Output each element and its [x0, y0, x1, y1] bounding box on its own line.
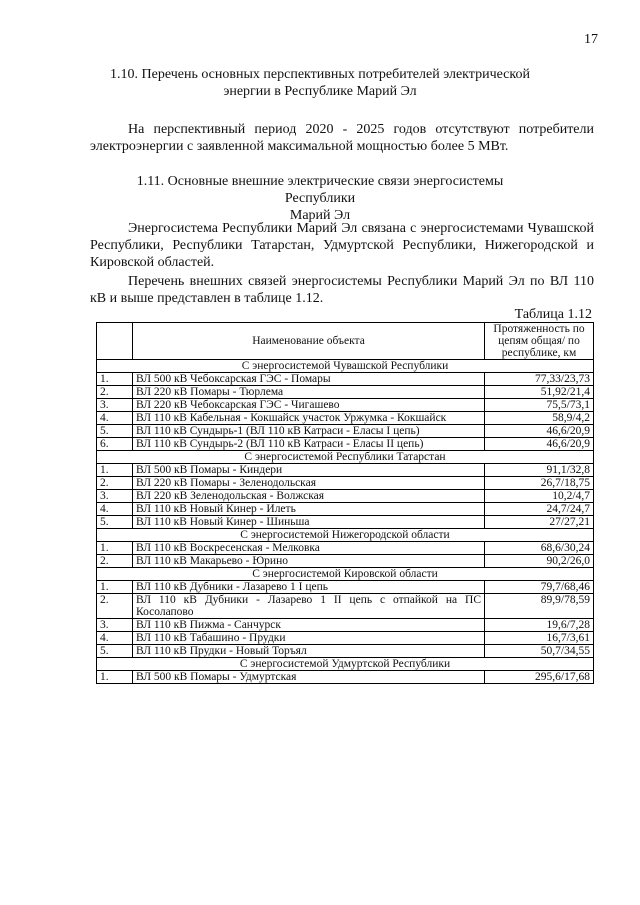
row-name: ВЛ 220 кВ Помары - Тюрлема: [133, 386, 485, 399]
row-number: 5.: [97, 645, 133, 658]
row-length: 58,9/4,2: [485, 412, 594, 425]
row-length: 75,5/73,1: [485, 399, 594, 412]
row-length: 19,6/7,28: [485, 619, 594, 632]
row-name: ВЛ 110 кВ Макарьево - Юрино: [133, 555, 485, 568]
row-number: 4.: [97, 503, 133, 516]
row-number: 2.: [97, 594, 133, 619]
table-row: [97, 490, 594, 503]
table-row: [97, 412, 594, 425]
table-row: [97, 581, 594, 594]
table-row: [97, 671, 594, 684]
external-links-table: [96, 322, 594, 684]
page-number: 17: [584, 32, 598, 47]
section-1-10-title: [100, 66, 540, 100]
row-name: ВЛ 110 кВ Воскресенская - Мелковка: [133, 542, 485, 555]
row-number: 3.: [97, 619, 133, 632]
row-number: 6.: [97, 438, 133, 451]
group-title: С энергосистемой Нижегородской области: [97, 529, 594, 542]
row-length: 89,9/78,59: [485, 594, 594, 619]
row-number: 2.: [97, 477, 133, 490]
row-length: 77,33/23,73: [485, 373, 594, 386]
table-row: [97, 438, 594, 451]
table-row: [97, 373, 594, 386]
row-name: ВЛ 110 кВ Новый Кинер - Шиньша: [133, 516, 485, 529]
section-1-11-title-line2: Марий Эл: [289, 208, 351, 223]
table-row: [97, 477, 594, 490]
row-number: 1.: [97, 581, 133, 594]
row-number: 5.: [97, 516, 133, 529]
row-name: ВЛ 500 кВ Чебоксарская ГЭС - Помары: [133, 373, 485, 386]
table-row: [97, 503, 594, 516]
row-name: ВЛ 110 кВ Сундырь-2 (ВЛ 110 кВ Катраси - Еласы II цепь): [133, 438, 485, 451]
group-title: С энергосистемой Республики Татарстан: [97, 451, 594, 464]
table-row: [97, 425, 594, 438]
group-title: С энергосистемой Удмуртской Республики: [97, 658, 594, 671]
table-group-row: [97, 568, 594, 581]
section-1-11-title: [100, 173, 540, 224]
row-number: 2.: [97, 555, 133, 568]
table-row: [97, 555, 594, 568]
table-row: [97, 645, 594, 658]
row-length: 26,7/18,75: [485, 477, 594, 490]
row-length: 91,1/32,8: [485, 464, 594, 477]
row-number: 3.: [97, 399, 133, 412]
row-length: 16,7/3,61: [485, 632, 594, 645]
row-number: 1.: [97, 464, 133, 477]
section-1-11-text1: Энергосистема Республики Марий Эл связана с энергосистемами Чувашской Республики, Республики Татарстан, Удмуртской Республики, Нижегородской и Кировской областей.: [90, 221, 594, 270]
row-length: 27/27,21: [485, 516, 594, 529]
section-1-10-text: На перспективный период 2020 - 2025 годов отсутствуют потребители электроэнергии с заявленной максимальной мощностью более 5 МВт.: [90, 122, 594, 154]
row-name: ВЛ 500 кВ Помары - Удмуртская: [133, 671, 485, 684]
row-name: ВЛ 220 кВ Чебоксарская ГЭС - Чигашево: [133, 399, 485, 412]
table-group-row: [97, 658, 594, 671]
row-number: 3.: [97, 490, 133, 503]
row-name: ВЛ 110 кВ Дубники - Лазарево 1 II цепь с отпайкой на ПС Косолапово: [133, 594, 485, 619]
row-number: 1.: [97, 373, 133, 386]
table-body: [97, 360, 594, 684]
table-caption: Таблица 1.12: [514, 307, 592, 322]
row-number: 2.: [97, 386, 133, 399]
table-header-row: [97, 323, 594, 360]
row-name: ВЛ 110 кВ Сундырь-1 (ВЛ 110 кВ Катраси - Еласы I цепь): [133, 425, 485, 438]
table-row: [97, 399, 594, 412]
row-number: 1.: [97, 542, 133, 555]
row-length: 24,7/24,7: [485, 503, 594, 516]
row-length: 50,7/34,55: [485, 645, 594, 658]
section-1-11-title-line1: 1.11. Основные внешние электрические связи энергосистемы Республики: [136, 174, 504, 206]
row-length: 295,6/17,68: [485, 671, 594, 684]
table-row: [97, 619, 594, 632]
row-name: ВЛ 110 кВ Кабельная - Кокшайск участок Уржумка - Кокшайск: [133, 412, 485, 425]
row-length: 10,2/4,7: [485, 490, 594, 503]
table-group-row: [97, 360, 594, 373]
table-group-row: [97, 451, 594, 464]
group-title: С энергосистемой Кировской области: [97, 568, 594, 581]
row-number: 4.: [97, 632, 133, 645]
table-row: [97, 542, 594, 555]
header-name: Наименование объекта: [133, 323, 485, 360]
header-number: [97, 323, 133, 360]
table-row: [97, 632, 594, 645]
section-1-11-text2: Перечень внешних связей энергосистемы Республики Марий Эл по ВЛ 110 кВ и выше представлен в таблице 1.12.: [90, 274, 594, 306]
header-length: Протяженность по цепям общая/ по республике, км: [485, 323, 594, 360]
row-name: ВЛ 110 кВ Прудки - Новый Торъял: [133, 645, 485, 658]
section-1-10-title-line2: энергии в Республике Марий Эл: [223, 84, 417, 99]
row-name: ВЛ 110 кВ Пижма - Санчурск: [133, 619, 485, 632]
table-group-row: [97, 529, 594, 542]
table-row: [97, 594, 594, 619]
row-number: 5.: [97, 425, 133, 438]
row-name: ВЛ 220 кВ Зеленодольская - Волжская: [133, 490, 485, 503]
row-length: 46,6/20,9: [485, 438, 594, 451]
row-length: 79,7/68,46: [485, 581, 594, 594]
group-title: С энергосистемой Чувашской Республики: [97, 360, 594, 373]
table-row: [97, 386, 594, 399]
row-number: 1.: [97, 671, 133, 684]
row-name: ВЛ 110 кВ Табашино - Прудки: [133, 632, 485, 645]
row-name: ВЛ 110 кВ Дубники - Лазарево 1 I цепь: [133, 581, 485, 594]
row-name: ВЛ 500 кВ Помары - Киндери: [133, 464, 485, 477]
section-1-10-title-line1: 1.10. Перечень основных перспективных потребителей электрической: [110, 67, 530, 82]
row-number: 4.: [97, 412, 133, 425]
row-length: 90,2/26,0: [485, 555, 594, 568]
row-name: ВЛ 110 кВ Новый Кинер - Илеть: [133, 503, 485, 516]
table-row: [97, 464, 594, 477]
row-name: ВЛ 220 кВ Помары - Зеленодольская: [133, 477, 485, 490]
row-length: 46,6/20,9: [485, 425, 594, 438]
row-length: 68,6/30,24: [485, 542, 594, 555]
table-row: [97, 516, 594, 529]
row-length: 51,92/21,4: [485, 386, 594, 399]
